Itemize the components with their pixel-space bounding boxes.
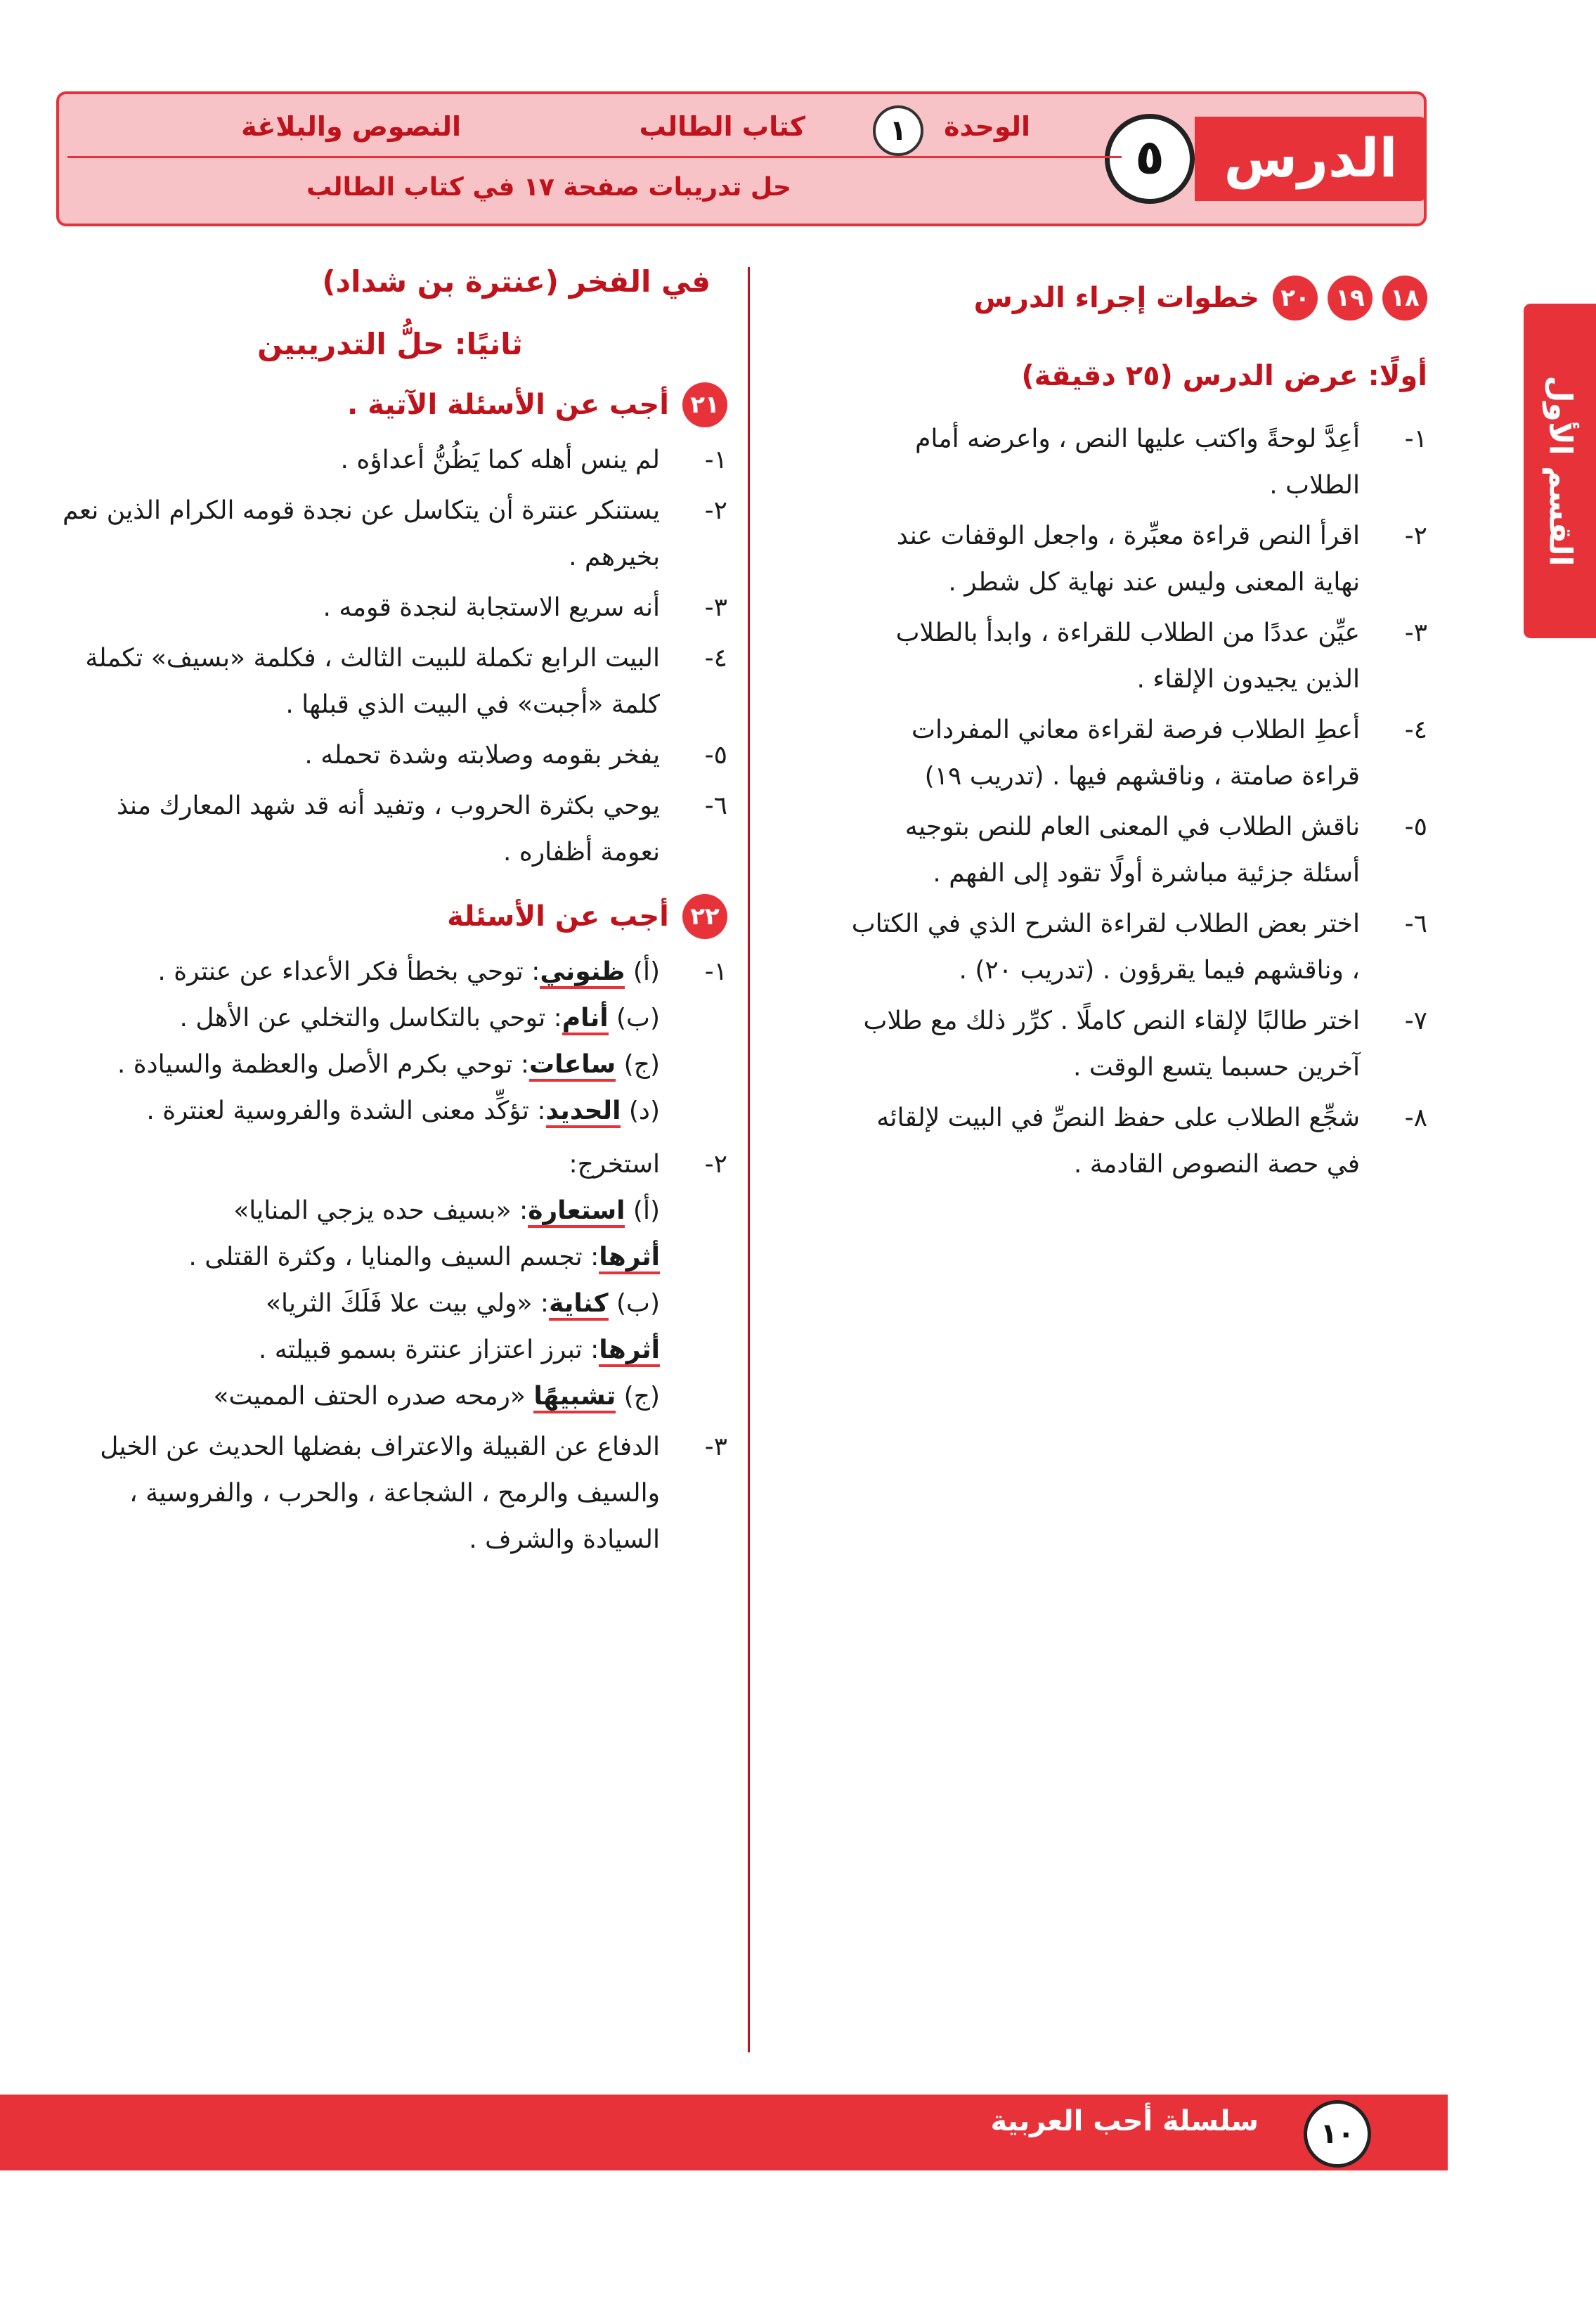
item-text: اختر طالبًا لإلقاء النص كاملًا . كرِّر ذلك مع طلاب آخرين حسبما يتسع الوقت . [863, 1007, 1360, 1082]
list-item [851, 998, 1427, 1091]
right-column [851, 276, 1427, 1192]
sub-text: : توحي بخطأ فكر الأعداء عن عنترة . [157, 957, 540, 986]
item-number: ٢- [1404, 522, 1427, 550]
sub-intro: استخرج: [569, 1150, 660, 1179]
item-number: ٥- [704, 741, 727, 770]
column-divider [748, 267, 750, 2052]
page-number: ١٠ [1304, 2100, 1371, 2168]
step-number-18: ١٨ [1382, 276, 1427, 321]
list-item [53, 732, 727, 779]
item-number: ٦- [704, 791, 727, 820]
question-2 [53, 1141, 727, 1420]
sub-label: (ب) [616, 1289, 660, 1318]
sub-effect [53, 1327, 660, 1373]
sub-answer [53, 1088, 660, 1134]
sub-answer [53, 949, 660, 995]
item-number: ١- [704, 446, 727, 474]
key-word: كناية [549, 1289, 609, 1321]
item-number: ٦- [1404, 910, 1427, 938]
sub-text: : تبرز اعتزاز عنترة بسمو قبيلته . [258, 1335, 599, 1364]
sub-text: : تؤكِّد معنى الشدة والفروسية لعنترة . [146, 1096, 546, 1125]
sub-label: (ب) [616, 1004, 660, 1033]
section-side-tab [1524, 304, 1596, 638]
sub-label: (أ) [632, 1196, 660, 1225]
key-word: استعارة [528, 1196, 625, 1228]
list-item [851, 804, 1427, 897]
key-word: الحديد [546, 1096, 621, 1128]
item-number: ٤- [1404, 716, 1427, 744]
poem-title: في الفخر (عنترة بن شداد) [322, 264, 711, 299]
exercise-22-header [53, 894, 727, 939]
item-number: ٣- [1404, 619, 1427, 647]
item-text: الدفاع عن القبيلة والاعتراف بفضلها الحديث عن الخيل والسيف والرمح ، الشجاعة ، والحرب ، والفروسية ، السيادة والشرف . [100, 1432, 660, 1554]
lesson-label: الدرس [1195, 117, 1427, 201]
banner-divider [67, 156, 1122, 158]
sub-answer [53, 1042, 660, 1088]
list-item [851, 513, 1427, 606]
item-text: شجِّع الطلاب على حفظ النصِّ في البيت لإلقائه في حصة النصوص القادمة . [876, 1104, 1360, 1179]
side-tab-label: القسم الأول [1542, 375, 1578, 567]
list-item [851, 416, 1427, 509]
key-word: أثرها [599, 1335, 660, 1367]
steps-header [851, 276, 1427, 332]
sub-text: «رمحه صدره الحتف المميت» [213, 1382, 534, 1411]
list-item [53, 585, 727, 631]
step-number-20: ٢٠ [1273, 276, 1318, 321]
item-number: ٢- [704, 496, 727, 525]
list-item [53, 437, 727, 484]
key-word: أثرها [599, 1243, 660, 1274]
sub-label: (أ) [632, 957, 660, 986]
section-one-title: أولًا: عرض الدرس (٢٥ دقيقة) [1021, 360, 1427, 392]
section-two-title: ثانيًا: حلُّ التدريبين [257, 327, 523, 361]
item-number: ٨- [1404, 1104, 1427, 1132]
topic-label: النصوص والبلاغة [241, 111, 461, 142]
item-text: يستنكر عنترة أن يتكاسل عن نجدة قومه الكرام الذين نعم بخيرهم . [62, 496, 660, 571]
unit-label: الوحدة [944, 111, 1030, 142]
item-number: ٤- [704, 644, 727, 673]
list-item [53, 635, 727, 728]
list-item [53, 488, 727, 581]
sub-label: (ج) [623, 1050, 660, 1079]
list-item [851, 901, 1427, 994]
item-text: لم ينس أهله كما يَظُنُّ أعداؤه . [340, 446, 660, 474]
item-text: اختر بعض الطلاب لقراءة الشرح الذي في الكتاب ، وناقشهم فيما يقرؤون . (تدريب ٢٠) . [851, 910, 1360, 985]
item-text: أعطِ الطلاب فرصة لقراءة معاني المفردات قراءة صامتة ، وناقشهم فيها . (تدريب ١٩) [911, 716, 1360, 791]
steps-title: خطوات إجراء الدرس [973, 282, 1259, 314]
item-number: ٣- [704, 1432, 727, 1461]
sub-answer [53, 995, 660, 1042]
exercise-number: ٢١ [682, 382, 727, 427]
sub-label: (ج) [623, 1382, 660, 1411]
item-text: يفخر بقومه وصلابته وشدة تحمله . [304, 741, 660, 770]
list-item [851, 707, 1427, 800]
sub-text: : توحي بالتكاسل والتخلي عن الأهل . [179, 1004, 562, 1033]
sub-text: : «ولي بيت علا فَلَكَ الثريا» [265, 1289, 550, 1318]
list-item [851, 1095, 1427, 1188]
item-text: البيت الرابع تكملة للبيت الثالث ، فكلمة «بسيف» تكملة كلمة «أجبت» في البيت الذي قبلها . [85, 644, 660, 719]
exercise-21-header [53, 382, 727, 427]
item-text: عيِّن عددًا من الطلاب للقراءة ، وابدأ بالطلاب الذين يجيدون الإلقاء . [895, 619, 1360, 694]
exercise-title: أجب عن الأسئلة الآتية . [346, 389, 669, 421]
key-word: ساعات [529, 1050, 616, 1082]
unit-number: ١ [873, 105, 923, 156]
key-word: تشبيهًا [533, 1382, 616, 1413]
lesson-tag [1061, 91, 1427, 226]
key-word: أنام [562, 1004, 609, 1035]
sub-label: (د) [628, 1096, 660, 1125]
book-label: كتاب الطالب [639, 111, 805, 142]
item-text: أعِدَّ لوحةً واكتب عليها النص ، واعرضه أمام الطلاب . [915, 425, 1360, 500]
sub-text: : تجسم السيف والمنايا ، وكثرة القتلى . [188, 1243, 599, 1271]
item-number: ١- [1404, 425, 1427, 453]
item-text: أنه سريع الاستجابة لنجدة قومه . [323, 593, 660, 622]
sub-answer [53, 1373, 660, 1420]
item-text: اقرأ النص قراءة معبِّرة ، واجعل الوقفات عند نهاية المعنى وليس عند نهاية كل شطر . [896, 522, 1360, 597]
item-number: ٥- [1404, 813, 1427, 841]
list-item [851, 610, 1427, 703]
exercise-title: أجب عن الأسئلة [447, 900, 669, 933]
sub-text: : توحي بكرم الأصل والعظمة والسيادة . [117, 1050, 529, 1079]
sub-effect [53, 1234, 660, 1281]
item-number: ٢- [704, 1150, 727, 1179]
item-number: ١- [704, 957, 727, 986]
question-3 [53, 1424, 727, 1563]
step-number-19: ١٩ [1328, 276, 1373, 321]
sub-text: : «بسيف حده يزجي المنايا» [233, 1196, 528, 1225]
exercise-number: ٢٢ [682, 894, 727, 939]
item-number: ٣- [704, 593, 727, 622]
sub-answer [53, 1281, 660, 1327]
question-1 [53, 949, 727, 1134]
item-number: ٧- [1404, 1007, 1427, 1035]
key-word: ظنوني [540, 957, 625, 989]
lesson-header-banner [56, 91, 1427, 226]
lesson-number: ٥ [1105, 114, 1195, 204]
item-text: يوحي بكثرة الحروب ، وتفيد أنه قد شهد المعارك منذ نعومة أظفاره . [117, 791, 660, 867]
header-note: حل تدريبات صفحة ١٧ في كتاب الطالب [306, 173, 791, 202]
left-column [53, 264, 727, 1567]
list-item [53, 783, 727, 876]
series-title: سلسلة أحب العربية [990, 2105, 1259, 2137]
sub-answer [53, 1188, 660, 1234]
item-text: ناقش الطلاب في المعنى العام للنص بتوجيه أسئلة جزئية مباشرة أولًا تقود إلى الفهم . [904, 813, 1360, 888]
